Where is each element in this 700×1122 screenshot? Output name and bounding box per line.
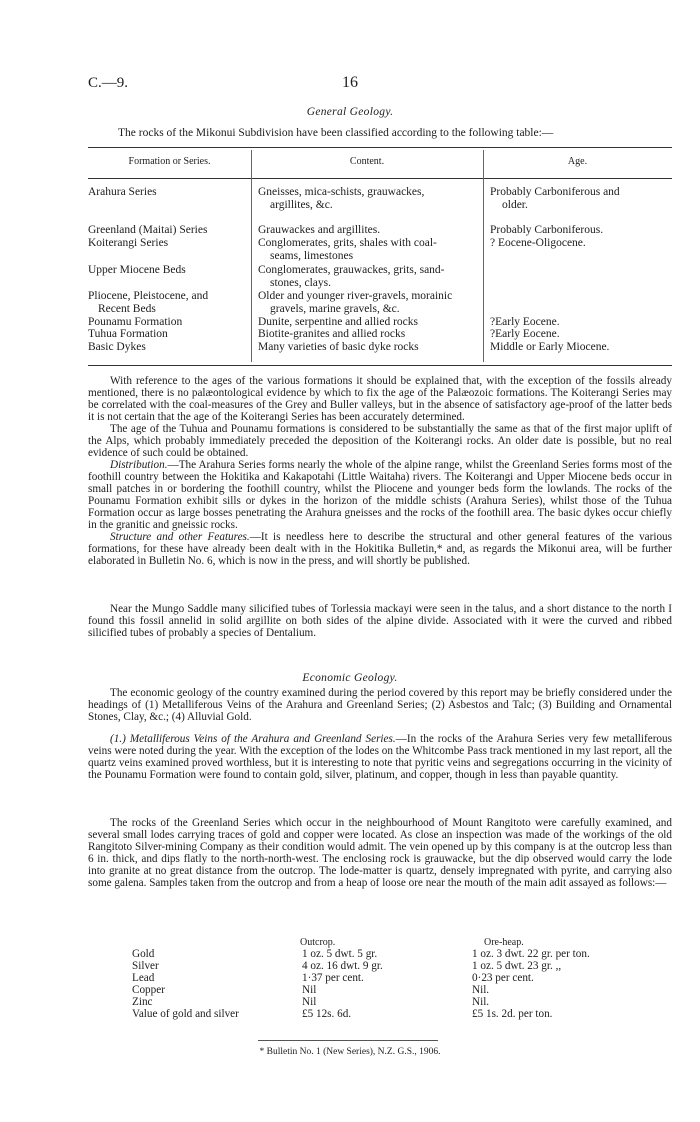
table-column-divider [483,150,484,362]
formation-name: Tuhua Formation [88,328,168,340]
paragraph-text: —The Arahura Series forms nearly the whole of the alpine range, whilst the Greenland Series forms most of the foothill country between the Hokitika and Kakapotahi (Little Waitaha) rivers. The Koiterangi and Upper Miocene beds occur in small patches in or bordering the foothill country, whilst the Pliocene and younger beds form the lowlands. The rocks of the Pounamu Formation exhibit sills or dykes in the horizon of the middle schists (Arahura Series), whilst those of the Tuhua Formation occur as large bosses penetrating the Arahura gneisses and the rocks of the foothill area. The basic dykes occur chiefly in the granitic and gneissic rocks. [88,459,672,531]
body-paragraph [88,376,672,424]
formation-name: Greenland (Maitai) Series [88,224,208,236]
formation-name: Pounamu Formation [88,316,183,328]
paragraph-lead-heading: Distribution. [110,459,168,471]
assay-ore-heap-value: 1 oz. 5 dwt. 23 gr. ,, [472,959,562,972]
formation-content: seams, limestones [270,249,354,262]
column-header-formation: Formation or Series. [128,156,211,167]
formation-content: Many varieties of basic dyke rocks [258,341,419,353]
paragraph-text: With reference to the ages of the various formations it should be explained that, with the exception of the fossils already mentioned, there is no palæontological evidence by which to fix the age of the Palæozoic formations. The Koiterangi Series may be correlated with the coal-measures of the Grey and Buller valleys, but in the absence of satisfactory age-proof of the latter beds it is not certain that the age of the Koiterangi Series has been accurately determined. [88,375,672,423]
formation-content: Conglomerates, grits, shales with coal- [258,237,437,249]
assay-outcrop-value: 1 oz. 5 dwt. 5 gr. [302,948,378,960]
formation-age: ?Early Eocene. [490,328,560,340]
body-paragraph [88,460,672,532]
formation-content: Grauwackes and argillites. [258,224,381,236]
assay-outcrop-value: Nil [302,983,317,996]
formation-content: Conglomerates, grauwackes, grits, sand- [258,264,445,276]
formation-name: Pliocene, Pleistocene, and [88,290,209,302]
body-paragraph [88,604,672,640]
assay-outcrop-value: 4 oz. 16 dwt. 9 gr. [302,959,383,972]
paragraph-text: Near the Mungo Saddle many silicified tubes of Torlessia mackayi were seen in the talus, and a short distance to the north I found this fossil annelid in solid argillite on both sides of the alpine divide. Associated with it were the curved and ribbed silicified tubes of probably a species of Dentalium. [88,603,672,639]
assay-ore-heap-value: Nil. [472,995,490,1008]
formation-name: Koiterangi Series [88,237,169,249]
formation-content: argillites, &c. [270,198,333,211]
paragraph-text: —In the rocks of the Arahura Series very few metalliferous veins were noted during the year. With the exception of the lodes on the Whitcombe Pass track mentioned in my last report, all the quartz veins examined proved worthless, but it is interesting to note that pyritic veins and segregations occurring in the vicinity of the Pounamu Formation were found to contain gold, silver, platinum, and copper, though in less than payable quantity. [88,733,672,781]
paragraph-text: The age of the Tuhua and Pounamu formations is considered to be substantially the same as that of the first major uplift of the Alps, which probably immediately preceded the deposition of the Koiterangi rocks. An older date is possible, but no real evidence of such could be obtained. [88,423,672,459]
formation-name: Arahura Series [88,186,157,198]
column-header-content: Content. [349,156,385,167]
table-intro: The rocks of the Mikonui Subdivision have been classified according to the following table:— [118,127,554,139]
assay-metal: Silver [132,959,159,972]
assay-metal: Copper [132,983,165,996]
formation-age: ? Eocene-Oligocene. [490,237,586,249]
paragraph-text: The economic geology of the country examined during the period covered by this report may be briefly considered under the headings of (1) Metalliferous Veins of the Arahura and Greenland Series; (2) Asbestos and Talc; (3) Building and Ornamental Stones, Clay, &c.; (4) Alluvial Gold. [88,687,672,723]
table-column-divider [251,150,252,362]
assay-metal: Gold [132,948,155,960]
paragraph-text: The rocks of the Greenland Series which occur in the neighbourhood of Mount Rangitoto were carefully examined, and several small lodes carrying traces of gold and copper were located. As close an inspection was made of the workings of the old Rangitoto Silver-mining Company as their condition would admit. The vein opened up by this company is at the outcrop less than 6 in. thick, and dips flatly to the north-north-west. The enclosing rock is grauwacke, but the dip observed would carry the lode into granite at no great distance from the outcrop. The lode-matter is quartz, densely impregnated with pyrite, and carrying also some galena. Samples taken from the outcrop and from a heap of loose ore near the mouth of the main adit assayed as follows:— [88,817,672,889]
body-paragraph [88,532,672,568]
assay-header-outcrop: Outcrop. [300,937,336,948]
assay-header-ore-heap: Ore-heap. [484,937,524,948]
formation-content: Older and younger river-gravels, morainic [258,290,453,302]
formation-content: gravels, marine gravels, &c. [270,302,400,315]
formation-name: Recent Beds [98,302,156,315]
formation-name: Upper Miocene Beds [88,264,186,276]
assay-ore-heap-value: 0·23 per cent. [472,971,534,984]
formation-age: Probably Carboniferous. [490,224,604,236]
body-paragraph [88,734,672,782]
table-header-rule [88,178,672,179]
formation-age: Middle or Early Miocene. [490,341,610,353]
table-top-rule [88,147,672,148]
assay-ore-heap-value: £5 1s. 2d. per ton. [472,1007,553,1020]
footnote: * Bulletin No. 1 (New Series), N.Z. G.S., 1906. [259,1047,441,1057]
assay-metal: Lead [132,971,155,984]
formation-content: Gneisses, mica-schists, grauwackes, [258,186,425,198]
assay-ore-heap-value: Nil. [472,983,490,996]
table-bottom-rule [88,365,672,366]
footnote-rule [258,1040,438,1041]
body-paragraph [88,688,672,724]
assay-outcrop-value: £5 12s. 6d. [302,1007,352,1020]
formation-age: Probably Carboniferous and [490,186,620,198]
body-paragraph [88,818,672,890]
paragraph-lead-heading: Structure and other Features. [110,531,250,543]
paragraph-lead-heading: (1.) Metalliferous Veins of the Arahura and Greenland Series. [110,733,396,745]
parliamentary-paper-reference: C.—9. [88,75,129,91]
assay-outcrop-value: 1·37 per cent. [302,971,364,984]
formation-age: ?Early Eocene. [490,316,560,328]
assay-ore-heap-value: 1 oz. 3 dwt. 22 gr. per ton. [472,948,590,960]
assay-metal: Value of gold and silver [132,1007,239,1020]
column-header-age: Age. [567,156,588,167]
formation-content: Dunite, serpentine and allied rocks [258,316,418,328]
assay-metal: Zinc [132,995,153,1008]
formation-content: Biotite-granites and allied rocks [258,328,406,340]
page-number: 16 [342,74,358,91]
formation-age: older. [502,198,528,211]
formation-content: stones, clays. [270,276,332,289]
paragraph-text: —It is needless here to describe the structural and other general features of the various formations, for these have already been dealt with in the Hokitika Bulletin,* and, as regards the Mikonui area, will be further elaborated in Bulletin No. 6, which is now in the press, and will shortly be published. [88,531,672,567]
section-title-economic-geology: Economic Geology. [302,672,398,684]
section-title-general-geology: General Geology. [306,106,394,118]
body-paragraph [88,424,672,460]
assay-outcrop-value: Nil [302,995,317,1008]
formation-name: Basic Dykes [88,341,146,353]
